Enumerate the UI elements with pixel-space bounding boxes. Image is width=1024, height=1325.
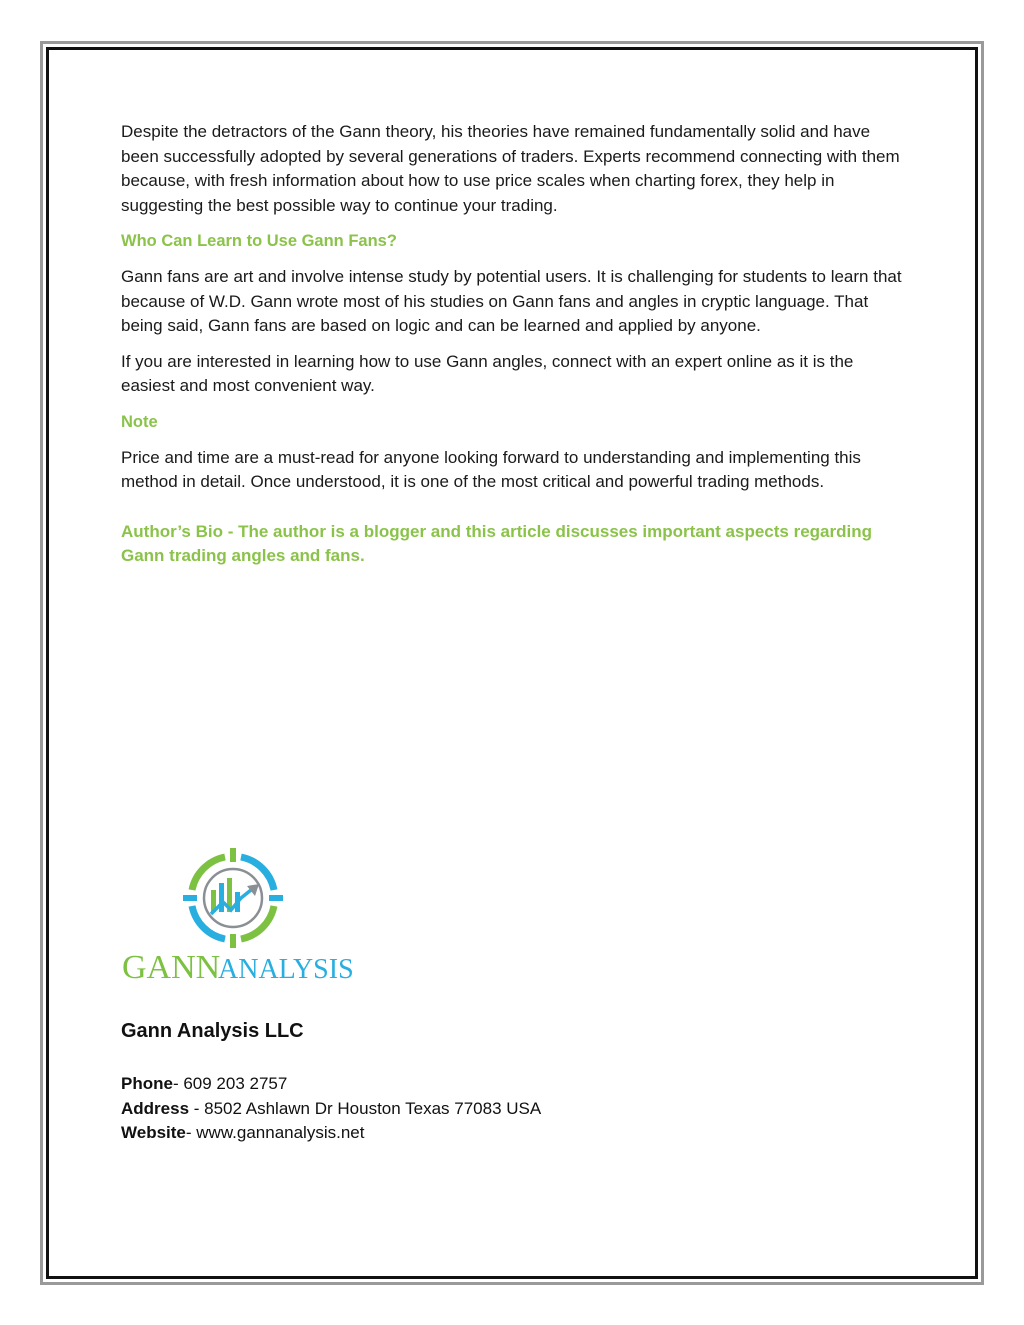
paragraph-price-time: Price and time are a must-read for anyone looking forward to understanding and implementing this method in detail. Once understood, it is one of the most critical and powerful trading methods. <box>121 447 861 492</box>
address-value: - 8502 Ashlawn Dr Houston Texas 77083 USA <box>189 1098 542 1118</box>
phone-label: Phone <box>121 1074 173 1093</box>
contact-details <box>121 1072 541 1146</box>
logo-word-gann: GANN <box>122 949 221 986</box>
website-value: - www.gannanalysis.net <box>185 1123 365 1142</box>
paragraph-gann-fans: Gann fans are art and involve intense study by potential users. It is challenging for students to learn that because of W.D. Gann wrote most of his studies on Gann fans and angles in cryptic language. That being said, Gann fans are based on logic and can be learned and applied by anyone. <box>121 266 902 336</box>
contact-website <box>121 1121 541 1146</box>
website-label: Website <box>121 1123 186 1142</box>
company-name: Gann Analysis LLC <box>121 1020 304 1042</box>
address-label: Address <box>121 1098 190 1118</box>
heading-note: Note <box>121 412 158 431</box>
paragraph-intro: Despite the detractors of the Gann theory, his theories have remained fundamentally solid and have been successfully adopted by several generations of traders. Experts recommend connecting with them because, with fresh information about how to use price scales when charting forex, they help in suggesting the best possible way to continue your trading. <box>121 122 900 215</box>
author-bio: Author’s Bio - The author is a blogger and this article discusses important aspects regarding Gann trading angles and fans. <box>121 521 872 566</box>
contact-address <box>121 1097 541 1122</box>
heading-who-can-learn: Who Can Learn to Use Gann Fans? <box>121 232 397 251</box>
paragraph-interested: If you are interested in learning how to use Gann angles, connect with an expert online as it is the easiest and most convenient way. <box>121 351 854 396</box>
logo-word-analysis: ANALYSIS <box>218 954 354 985</box>
article-body <box>121 120 911 580</box>
phone-value: - 609 203 2757 <box>172 1074 288 1093</box>
gann-analysis-logo-icon <box>120 846 360 986</box>
gann-analysis-logo <box>120 846 360 986</box>
contact-phone <box>121 1072 541 1097</box>
